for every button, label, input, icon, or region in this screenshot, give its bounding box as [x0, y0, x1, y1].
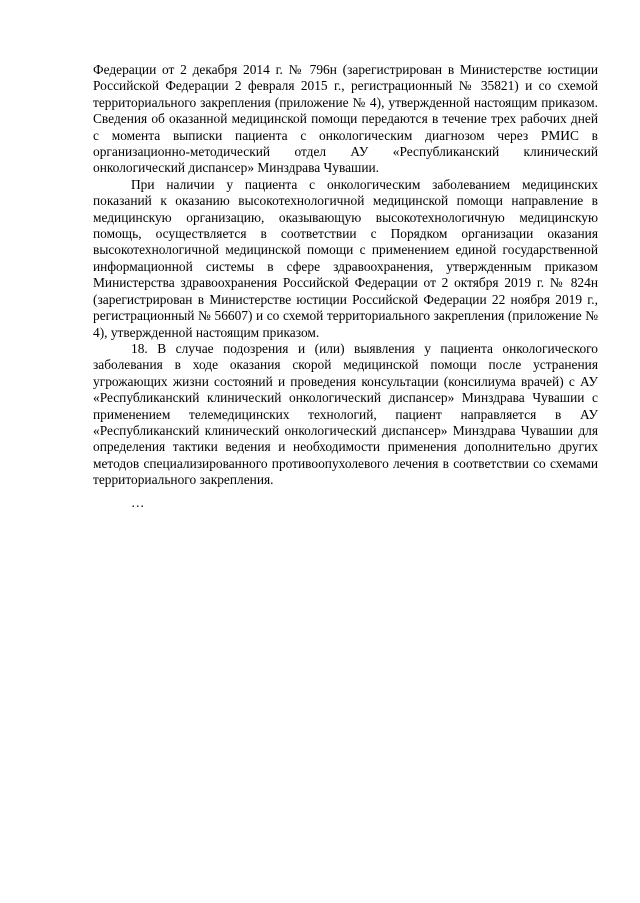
paragraph-continuation: Федерации от 2 декабря 2014 г. № 796н (зарегистрирован в Министерстве юстиции Российской Федерации 2 февраля 2015 г., регистрационный № 35821) и со схемой территориального закрепления (приложение № 4), утвержденной настоящим приказом. Сведения об оказанной медицинской помощи передаются в течение трех рабочих дней с момента выписки пациента с онкологическим диагнозом через РМИС в организационно-методический отдел АУ «Республиканский клинический онкологический диспансер» Минздрава Чувашии. — [93, 62, 598, 176]
paragraph-high-tech-care: При наличии у пациента с онкологическим заболеванием медицинских показаний к оказанию высокотехнологичной медицинской помощи направление в медицинскую организацию, оказывающую высокотехнологичную медицинскую помощь, осуществляется в соответствии с Порядком организации оказания высокотехнологичной медицинской помощи с применением единой государственной информационной системы в сфере здравоохранения, утвержденным приказом Министерства здравоохранения Российской Федерации от 2 октября 2019 г. № 824н (зарегистрирован в Министерстве юстиции Российской Федерации 22 ноября 2019 г., регистрационный № 56607) и со схемой территориального закрепления (приложение № 4), утвержденной настоящим приказом. — [93, 176, 598, 340]
document-body — [93, 62, 598, 511]
continuation-marker: … — [131, 494, 145, 510]
paragraph-18: 18. В случае подозрения и (или) выявления у пациента онкологического заболевания в ходе оказания скорой медицинской помощи после устранения угрожающих жизни состояний и проведения консультации (консилиума врачей) с АУ «Республиканский клинический онкологический диспансер» Минздрава Чувашии с применением телемедицинских технологий, пациент направляется в АУ «Республиканский клинический онкологический диспансер» Минздрава Чувашии для определения тактики ведения и необходимости применения дополнительно других методов специализированного противоопухолевого лечения в соответствии со схемами территориального закрепления. — [93, 340, 598, 488]
